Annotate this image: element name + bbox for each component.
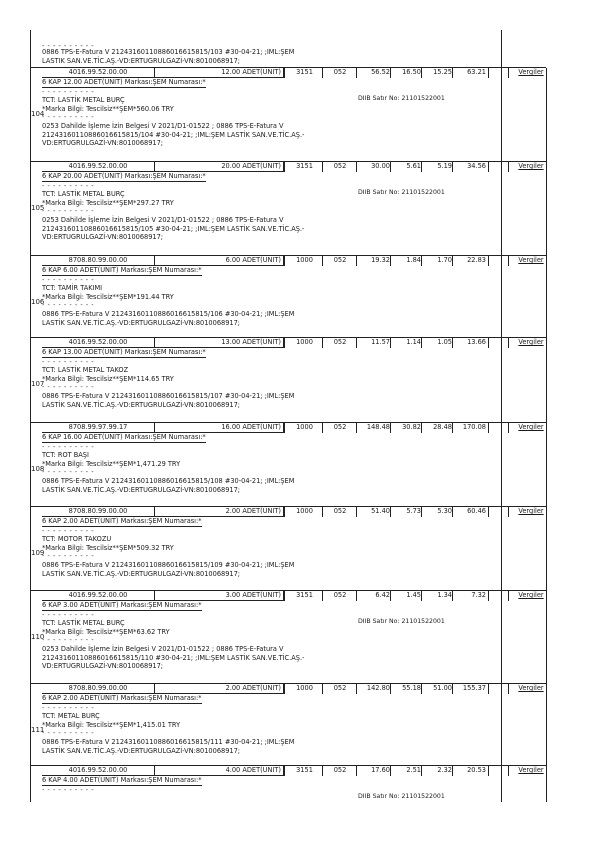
- cell-divider: [284, 684, 285, 694]
- description-line: TCT: LASTİK METAL TAKOZ: [42, 366, 129, 375]
- country-code: 052: [333, 338, 347, 346]
- cell-divider: [284, 256, 285, 266]
- description-line: *Marka Bilgi: Tescilsiz**ŞEM*1,471.29 TRY: [42, 459, 181, 468]
- item-number: 104: [31, 110, 45, 118]
- origin-code: 3151: [296, 68, 313, 76]
- top-block: [42, 48, 294, 66]
- cell-divider: [421, 684, 422, 694]
- description-line: *Marka Bilgi: Tescilsiz**ŞEM*63.62 TRY: [42, 627, 170, 636]
- item-header-row: [42, 591, 546, 600]
- description-line: 0886 TPS-E-Fatura V 21243160110886016615815/107 #30-04-21; ;IML:ŞEM: [42, 391, 295, 400]
- taxes-label: Vergiler: [518, 591, 544, 599]
- value-4: 7.32: [471, 591, 486, 599]
- value-2: 5.73: [406, 507, 421, 515]
- quantity: 12.00 ADET(UNIT): [154, 68, 284, 78]
- cell-divider: [488, 766, 489, 776]
- cell-divider: [508, 766, 509, 776]
- cell-divider: [284, 507, 285, 517]
- description-line: TCT: LASTİK METAL BURÇ: [42, 96, 125, 105]
- description-line: - - - - - - - - - -: [42, 442, 95, 451]
- gtip-code: 8708.99.97.99.17: [42, 423, 154, 433]
- country-code: 052: [333, 507, 347, 515]
- value-2: 1.14: [406, 338, 421, 346]
- taxes-label: Vergiler: [518, 338, 544, 346]
- item-description: [42, 266, 294, 327]
- description-line: 0253 Dahilde İşleme İzin Belgesi V 2021/D1-01522 ; 0886 TPS-E-Fatura V: [42, 215, 284, 224]
- cell-divider: [322, 338, 323, 348]
- value-1: 11.57: [371, 338, 390, 346]
- top-line: LASTIK SAN.VE.TİC.AŞ.-VD:ERTUGRULGAZİ-VN:8010068917;: [42, 57, 241, 65]
- country-code: 052: [333, 684, 347, 692]
- cell-divider: [421, 68, 422, 78]
- cell-divider: [284, 766, 285, 776]
- value-2: 30.82: [402, 423, 421, 431]
- gtip-code: 4016.99.52.00.00: [42, 68, 154, 78]
- description-line: - - - - - - - - - -: [42, 526, 95, 535]
- cell-divider: [390, 338, 391, 348]
- cell-divider: [322, 162, 323, 172]
- description-line: 0886 TPS-E-Fatura V 21243160110886016615815/106 #30-04-21; ;IML:ŞEM: [42, 309, 295, 318]
- cell-divider: [452, 162, 453, 172]
- cell-divider: [508, 162, 509, 172]
- taxes-label: Vergiler: [518, 256, 544, 264]
- description-line: *Marka Bilgi: Tescilsiz**ŞEM*114.65 TRY: [42, 374, 174, 383]
- country-code: 052: [333, 423, 347, 431]
- item-header-row: [42, 766, 546, 775]
- item-header-row: [42, 162, 546, 171]
- item-description: [42, 348, 294, 409]
- taxes-label: Vergiler: [518, 68, 544, 76]
- description-line: - - - - - - - - - -: [42, 785, 95, 794]
- value-1: 51.40: [371, 507, 390, 515]
- cell-divider: [356, 591, 357, 601]
- quantity: 2.00 ADET(UNIT): [154, 684, 284, 694]
- quantity: 4.00 ADET(UNIT): [154, 766, 284, 776]
- cell-divider: [390, 256, 391, 266]
- gtip-code: 4016.99.52.00.00: [42, 766, 154, 776]
- cell-divider: [488, 256, 489, 266]
- diib-line-number: DIIB Satır No: 21101522001: [358, 95, 445, 102]
- quantity: 20.00 ADET(UNIT): [154, 162, 284, 172]
- value-3: 1.34: [437, 591, 452, 599]
- value-3: 5.30: [437, 507, 452, 515]
- description-line: - - - - - - - - - -: [42, 729, 95, 738]
- quantity: 16.00 ADET(UNIT): [154, 423, 284, 433]
- value-1: 17.60: [371, 766, 390, 774]
- description-line: - - - - - - - - - -: [42, 357, 95, 366]
- value-1: 19.32: [371, 256, 390, 264]
- origin-code: 3151: [296, 591, 313, 599]
- description-line: 0886 TPS-E-Fatura V 21243160110886016615815/109 #30-04-21; ;IML:ŞEM: [42, 560, 295, 569]
- description-line: - - - - - - - - - -: [42, 207, 95, 216]
- value-1: 30.00: [371, 162, 390, 170]
- cell-divider: [508, 256, 509, 266]
- top-line: 0886 TPS-E-Fatura V 21243160110886016615815/103 #30-04-21; ;IML:ŞEM: [42, 48, 295, 56]
- cell-divider: [390, 423, 391, 433]
- cell-divider: [488, 423, 489, 433]
- cell-divider: [452, 684, 453, 694]
- quantity: 2.00 ADET(UNIT): [154, 507, 284, 517]
- item-description: [42, 172, 304, 242]
- item-description: [42, 517, 294, 578]
- cell-divider: [284, 162, 285, 172]
- value-4: 34.56: [467, 162, 486, 170]
- description-line: - - - - - - - - - -: [42, 275, 95, 284]
- country-code: 052: [333, 68, 347, 76]
- cell-divider: [421, 507, 422, 517]
- origin-code: 1000: [296, 684, 313, 692]
- cell-divider: [452, 507, 453, 517]
- description-line: VD:ERTUGRULGAZİ-VN:8010068917;: [42, 662, 164, 671]
- description-line: VD:ERTUGRULGAZİ-VN:8010068917;: [42, 139, 164, 148]
- value-3: 1.70: [437, 256, 452, 264]
- value-4: 20.53: [467, 766, 486, 774]
- cell-divider: [356, 162, 357, 172]
- description-line: *Marka Bilgi: Tescilsiz**ŞEM*1,415.01 TRY: [42, 720, 181, 729]
- country-code: 052: [333, 591, 347, 599]
- origin-code: 3151: [296, 766, 313, 774]
- item-description: [42, 776, 202, 794]
- item-number: 105: [31, 204, 45, 212]
- description-line: - - - - - - - - - -: [42, 113, 95, 122]
- description-line: - - - - - - - - - -: [42, 636, 95, 645]
- value-2: 55.18: [402, 684, 421, 692]
- cell-divider: [421, 766, 422, 776]
- cell-divider: [508, 423, 509, 433]
- description-line: VD:ERTUGRULGAZİ-VN:8010068917;: [42, 233, 164, 242]
- item-header-row: [42, 68, 546, 77]
- taxes-label: Vergiler: [518, 507, 544, 515]
- item-number: 107: [31, 380, 45, 388]
- value-2: 1.45: [406, 591, 421, 599]
- description-line: - - - - - - - - - -: [42, 383, 95, 392]
- item-number: 106: [31, 298, 45, 306]
- cell-divider: [452, 423, 453, 433]
- description-line: *Marka Bilgi: Tescilsiz**ŞEM*297.27 TRY: [42, 198, 174, 207]
- cell-divider: [488, 684, 489, 694]
- item-description: [42, 601, 304, 671]
- country-code: 052: [333, 256, 347, 264]
- value-4: 170.08: [462, 423, 486, 431]
- cell-divider: [390, 507, 391, 517]
- item-header-row: [42, 338, 546, 347]
- cell-divider: [356, 256, 357, 266]
- country-code: 052: [333, 162, 347, 170]
- value-4: 63.21: [467, 68, 486, 76]
- description-line: *Marka Bilgi: Tescilsiz**ŞEM*191.44 TRY: [42, 292, 174, 301]
- value-4: 155.37: [462, 684, 486, 692]
- description-line: TCT: LASTİK METAL BURÇ: [42, 619, 125, 628]
- quantity: 13.00 ADET(UNIT): [154, 338, 284, 348]
- description-line: - - - - - - - - - -: [42, 87, 95, 96]
- cell-divider: [284, 338, 285, 348]
- item-description: [42, 78, 304, 148]
- cell-divider: [322, 766, 323, 776]
- taxes-label: Vergiler: [518, 162, 544, 170]
- description-line: - - - - - - - - - -: [42, 301, 95, 310]
- cell-divider: [452, 256, 453, 266]
- cell-divider: [508, 684, 509, 694]
- description-line: 0253 Dahilde İşleme İzin Belgesi V 2021/D1-01522 ; 0886 TPS-E-Fatura V: [42, 121, 284, 130]
- item-header-row: [42, 507, 546, 516]
- gtip-code: 8708.80.99.00.00: [42, 684, 154, 694]
- gtip-code: 4016.99.52.00.00: [42, 162, 154, 172]
- cell-divider: [356, 684, 357, 694]
- origin-code: 1000: [296, 423, 313, 431]
- item-number: 108: [31, 465, 45, 473]
- item-number: 110: [31, 633, 45, 641]
- value-3: 1.05: [437, 338, 452, 346]
- value-2: 16.50: [402, 68, 421, 76]
- description-line: 6 KAP 4.00 ADET(UNIT) Markası:ŞEM Numarası:*: [42, 776, 202, 784]
- cell-divider: [508, 68, 509, 78]
- origin-code: 1000: [296, 507, 313, 515]
- value-4: 13.66: [467, 338, 486, 346]
- origin-code: 3151: [296, 162, 313, 170]
- description-line: - - - - - - - - - -: [42, 610, 95, 619]
- cell-divider: [421, 338, 422, 348]
- cell-divider: [322, 256, 323, 266]
- item-description: [42, 694, 294, 755]
- description-line: *Marka Bilgi: Tescilsiz**ŞEM*509.32 TRY: [42, 543, 174, 552]
- value-2: 2.51: [406, 766, 421, 774]
- quantity: 3.00 ADET(UNIT): [154, 591, 284, 601]
- cell-divider: [452, 766, 453, 776]
- cell-divider: [390, 766, 391, 776]
- description-line: - - - - - - - - - -: [42, 468, 95, 477]
- description-line: 0253 Dahilde İşleme İzin Belgesi V 2021/D1-01522 ; 0886 TPS-E-Fatura V: [42, 644, 284, 653]
- cell-divider: [421, 423, 422, 433]
- value-1: 6.42: [375, 591, 390, 599]
- cell-divider: [322, 684, 323, 694]
- description-line: - - - - - - - - - -: [42, 552, 95, 561]
- value-1: 142.80: [366, 684, 390, 692]
- item-header-row: [42, 684, 546, 693]
- description-line: 6 KAP 2.00 ADET(UNIT) Markası:ŞEM Numarası:*: [42, 517, 202, 525]
- value-3: 28.48: [433, 423, 452, 431]
- cell-divider: [284, 68, 285, 78]
- value-2: 5.61: [406, 162, 421, 170]
- cell-divider: [322, 507, 323, 517]
- cell-divider: [421, 162, 422, 172]
- origin-code: 1000: [296, 256, 313, 264]
- description-line: 6 KAP 3.00 ADET(UNIT) Markası:ŞEM Numarası:*: [42, 601, 202, 609]
- gtip-code: 4016.99.52.00.00: [42, 591, 154, 601]
- cell-divider: [452, 68, 453, 78]
- taxes-label: Vergiler: [518, 684, 544, 692]
- quantity: 6.00 ADET(UNIT): [154, 256, 284, 266]
- description-line: TCT: METAL BURÇ: [42, 712, 100, 721]
- cell-divider: [508, 507, 509, 517]
- cell-divider: [488, 507, 489, 517]
- description-line: 6 KAP 6.00 ADET(UNIT) Markası:ŞEM Numarası:*: [42, 266, 202, 274]
- cell-divider: [356, 68, 357, 78]
- diib-line-number: DIIB Satır No: 21101522001: [358, 793, 445, 800]
- description-line: LASTİK SAN.VE.TİC.AŞ.-VD:ERTUGRULGAZİ-VN:8010068917;: [42, 569, 241, 578]
- cell-divider: [390, 68, 391, 78]
- description-line: TCT: MOTOR TAKOZU: [42, 535, 112, 544]
- cell-divider: [284, 591, 285, 601]
- value-4: 60.46: [467, 507, 486, 515]
- top-dashes: - - - - - - - - - -: [42, 42, 95, 50]
- cell-divider: [356, 507, 357, 517]
- value-3: 5.19: [437, 162, 452, 170]
- description-line: LASTİK SAN.VE.TİC.AŞ.-VD:ERTUGRULGAZİ-VN:8010068917;: [42, 400, 241, 409]
- item-number: 111: [31, 726, 45, 734]
- cell-divider: [421, 256, 422, 266]
- cell-divider: [488, 68, 489, 78]
- cell-divider: [356, 338, 357, 348]
- origin-code: 1000: [296, 338, 313, 346]
- description-line: 6 KAP 20.00 ADET(UNIT) Markası:ŞEM Numarası:*: [42, 172, 206, 180]
- description-line: TCT: TAMİR TAKIMI: [42, 284, 103, 293]
- cell-divider: [356, 766, 357, 776]
- cell-divider: [452, 338, 453, 348]
- value-3: 2.32: [437, 766, 452, 774]
- cell-divider: [356, 423, 357, 433]
- cell-divider: [508, 338, 509, 348]
- description-line: 6 KAP 12.00 ADET(UNIT) Markası:ŞEM Numarası:*: [42, 78, 206, 86]
- description-line: 6 KAP 13.00 ADET(UNIT) Markası:ŞEM Numarası:*: [42, 348, 206, 356]
- description-line: 21243160110886016615815/104 #30-04-21; ;IML:ŞEM LASTİK SAN.VE.TİC.AŞ.-: [42, 130, 305, 139]
- gtip-code: 4016.99.52.00.00: [42, 338, 154, 348]
- description-line: - - - - - - - - - -: [42, 181, 95, 190]
- taxes-label: Vergiler: [518, 423, 544, 431]
- description-line: LASTİK SAN.VE.TİC.AŞ.-VD:ERTUGRULGAZİ-VN:8010068917;: [42, 485, 241, 494]
- description-line: *Marka Bilgi: Tescilsiz**ŞEM*560.06 TRY: [42, 104, 174, 113]
- cell-divider: [390, 162, 391, 172]
- description-line: LASTİK SAN.VE.TİC.AŞ.-VD:ERTUGRULGAZİ-VN:8010068917;: [42, 318, 241, 327]
- diib-line-number: DIIB Satır No: 21101522001: [358, 189, 445, 196]
- item-header-row: [42, 423, 546, 432]
- gtip-code: 8708.80.99.00.00: [42, 256, 154, 266]
- cell-divider: [322, 68, 323, 78]
- cell-divider: [284, 423, 285, 433]
- cell-divider: [390, 684, 391, 694]
- country-code: 052: [333, 766, 347, 774]
- value-3: 15.25: [433, 68, 452, 76]
- description-line: 6 KAP 16.00 ADET(UNIT) Markası:ŞEM Numarası:*: [42, 433, 206, 441]
- description-line: 6 KAP 2.00 ADET(UNIT) Markası:ŞEM Numarası:*: [42, 694, 202, 702]
- diib-line-number: DIIB Satır No: 21101522001: [358, 618, 445, 625]
- description-line: 0886 TPS-E-Fatura V 21243160110886016615815/108 #30-04-21; ;IML:ŞEM: [42, 476, 295, 485]
- description-line: 21243160110886016615815/110 #30-04-21; ;IML:ŞEM LASTİK SAN.VE.TİC.AŞ.-: [42, 653, 305, 662]
- value-4: 22.83: [467, 256, 486, 264]
- cell-divider: [452, 591, 453, 601]
- cell-divider: [322, 423, 323, 433]
- value-2: 1.84: [406, 256, 421, 264]
- description-line: 21243160110886016615815/105 #30-04-21; ;IML:ŞEM LASTİK SAN.VE.TİC.AŞ.-: [42, 224, 305, 233]
- value-1: 148.48: [366, 423, 390, 431]
- gtip-code: 8708.80.99.00.00: [42, 507, 154, 517]
- cell-divider: [488, 162, 489, 172]
- cell-divider: [488, 338, 489, 348]
- cell-divider: [390, 591, 391, 601]
- item-description: [42, 433, 294, 494]
- item-number: 109: [31, 549, 45, 557]
- value-3: 51.00: [433, 684, 452, 692]
- cell-divider: [322, 591, 323, 601]
- description-line: LASTİK SAN.VE.TİC.AŞ.-VD:ERTUGRULGAZİ-VN:8010068917;: [42, 746, 241, 755]
- value-1: 56.52: [371, 68, 390, 76]
- item-header-row: [42, 256, 546, 265]
- description-line: - - - - - - - - - -: [42, 703, 95, 712]
- cell-divider: [488, 591, 489, 601]
- description-line: TCT: LASTİK METAL BURÇ: [42, 190, 125, 199]
- description-line: TCT: ROT BAŞI: [42, 451, 89, 460]
- taxes-label: Vergiler: [518, 766, 544, 774]
- description-line: 0886 TPS-E-Fatura V 21243160110886016615815/111 #30-04-21; ;IML:ŞEM: [42, 737, 295, 746]
- cell-divider: [421, 591, 422, 601]
- cell-divider: [508, 591, 509, 601]
